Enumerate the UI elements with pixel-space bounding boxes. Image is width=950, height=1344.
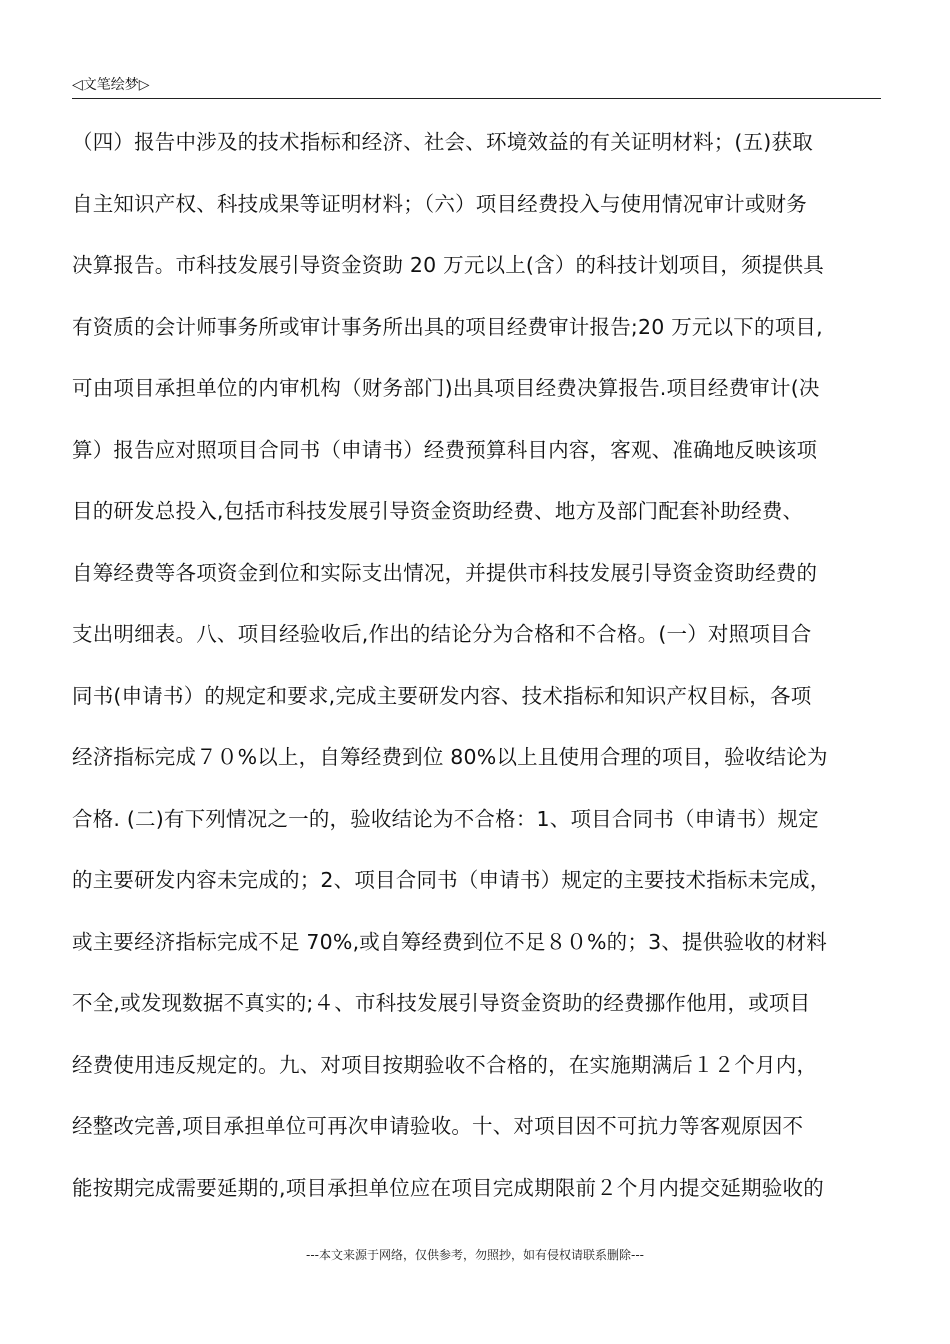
- document-body: [72, 122, 884, 1229]
- paragraph-line: 有资质的会计师事务所或审计事务所出具的项目经费审计报告;20 万元以下的项目,: [72, 314, 823, 339]
- paragraph-line: 同书(申请书）的规定和要求,完成主要研发内容、技术指标和知识产权目标，各项: [72, 683, 812, 708]
- paragraph-line: 决算报告。市科技发展引导资金资助 20 万元以上(含）的科技计划项目，须提供具: [72, 253, 824, 277]
- page-footer: ---本文来源于网络，仅供参考，勿照抄，如有侵权请联系删除---: [306, 1248, 644, 1262]
- paragraph-line: 经济指标完成７０%以上，自筹经费到位 80%以上且使用合理的项目，验收结论为: [72, 745, 828, 769]
- header-divider: [72, 98, 881, 99]
- paragraph-line: 或主要经济指标完成不足 70%,或自筹经费到位不足８０%的；3、提供验收的材料: [72, 929, 827, 954]
- paragraph-line: 经整改完善,项目承担单位可再次申请验收。十、对项目因不可抗力等客观原因不: [72, 1114, 804, 1138]
- paragraph-line: 不全,或发现数据不真实的;４、市科技发展引导资金资助的经费挪作他用，或项目: [72, 991, 811, 1015]
- header-title: ◁文笔绘梦▷: [72, 77, 150, 93]
- paragraph-line: 算）报告应对照项目合同书（申请书）经费预算科目内容，客观、准确地反映该项: [72, 437, 818, 462]
- paragraph-line: 经费使用违反规定的。九、对项目按期验收不合格的，在实施期满后１２个月内，: [72, 1052, 818, 1077]
- paragraph-line: 自筹经费等各项资金到位和实际支出情况，并提供市科技发展引导资金资助经费的: [72, 560, 818, 585]
- paragraph-line: 自主知识产权、科技成果等证明材料；（六）项目经费投入与使用情况审计或财务: [72, 191, 807, 216]
- paragraph-line: 能按期完成需要延期的,项目承担单位应在项目完成期限前２个月内提交延期验收的: [72, 1175, 824, 1200]
- page-header: [72, 74, 880, 98]
- paragraph-line: （四）报告中涉及的技术指标和经济、社会、环境效益的有关证明材料；(五)获取: [72, 130, 813, 154]
- paragraph-line: 目的研发总投入,包括市科技发展引导资金资助经费、地方及部门配套补助经费、: [72, 499, 804, 523]
- paragraph-line: 合格. (二)有下列情况之一的，验收结论为不合格：1、项目合同书（申请书）规定: [72, 806, 819, 831]
- paragraph-line: 可由项目承担单位的内审机构（财务部门)出具项目经费决算报告.项目经费审计(决: [72, 376, 820, 400]
- paragraph-line: 的主要研发内容未完成的；2、项目合同书（申请书）规定的主要技术指标未完成，: [72, 868, 831, 892]
- paragraph-line: 支出明细表。八、项目经验收后,作出的结论分为合格和不合格。(一）对照项目合: [72, 622, 812, 646]
